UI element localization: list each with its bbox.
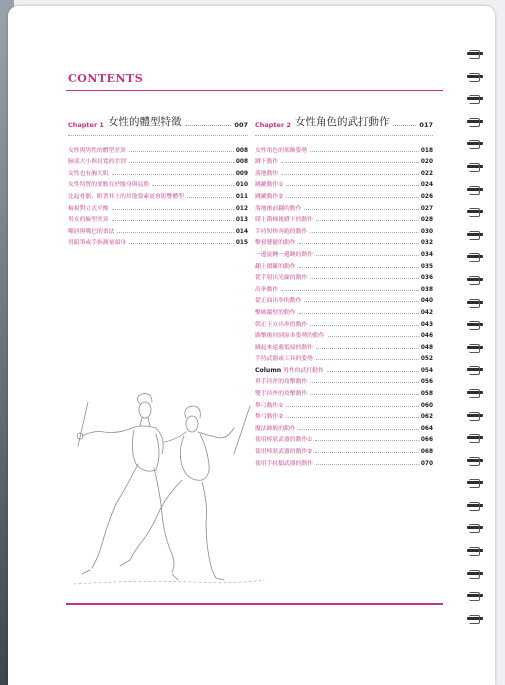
binding-ring-icon: [467, 231, 483, 241]
toc-entry-page: 068: [420, 449, 433, 456]
leader-dots: [129, 151, 234, 152]
toc-entry-title: [68, 191, 184, 200]
book-page: [8, 6, 495, 685]
binding-ring-icon: [467, 95, 483, 105]
toc-entry[interactable]: [255, 293, 433, 305]
toc-entry-page: 038: [420, 286, 433, 293]
toc-entry[interactable]: [255, 420, 433, 432]
toc-entry-page: 030: [420, 228, 433, 235]
binding-ring-icon: [467, 321, 483, 331]
leader-dots: [286, 417, 419, 418]
toc-entry[interactable]: [255, 246, 433, 258]
chapter2-title: 女性角色的武打動作: [294, 116, 390, 128]
leader-dots: [310, 325, 419, 326]
binding-ring-icon: [467, 434, 483, 444]
toc-entry[interactable]: [255, 212, 433, 224]
leader-dots: [299, 267, 419, 268]
binding-ring-icon: [467, 592, 483, 602]
toc-entry-text: 跳下動作: [255, 159, 279, 166]
leader-dots: [310, 382, 419, 383]
toc-entry-title: [255, 214, 313, 223]
toc-entry[interactable]: [255, 200, 433, 212]
toc-entry-text: 女性也有胸大肌: [68, 170, 109, 177]
toc-entry[interactable]: [255, 165, 433, 177]
binding-ring-icon: [467, 479, 483, 489]
toc-entry[interactable]: [255, 270, 433, 282]
chapter2-header[interactable]: [255, 113, 433, 129]
toc-entry-text: 落地後前翻的動作: [255, 205, 302, 212]
toc-entry-page: 035: [420, 263, 433, 270]
toc-entry-title: [68, 237, 126, 246]
toc-entry-text: 跳躍動作②: [255, 193, 284, 200]
toc-entry-title: [255, 168, 278, 177]
leader-dots: [316, 348, 419, 349]
footer-rule: [66, 603, 443, 605]
toc-entry[interactable]: [255, 374, 433, 386]
leader-dots: [286, 197, 419, 198]
toc-entry[interactable]: [255, 443, 433, 455]
toc-entry-title: [255, 342, 313, 351]
toc-entry-page: 008: [235, 159, 248, 166]
leader-dots: [129, 162, 234, 163]
chapter2-page: 017: [419, 121, 433, 129]
chapter1-page: 007: [234, 121, 248, 129]
leader-dots: [187, 197, 234, 198]
leader-dots: [112, 209, 234, 210]
toc-entry-page: 008: [235, 147, 248, 154]
toc-entry-page: 012: [235, 205, 248, 212]
toc-entry-page: 014: [235, 228, 248, 235]
toc-entry-text: 從正面出拳的動作: [255, 298, 302, 305]
toc-entry-title: [68, 214, 109, 223]
toc-entry[interactable]: [68, 223, 248, 235]
toc-entry-text: 魔法師般的動作: [255, 425, 296, 432]
toc-entry-page: 013: [235, 217, 248, 224]
toc-entry-page: 026: [420, 193, 433, 200]
leader-dots: [112, 174, 234, 175]
chapter-divider: [255, 135, 433, 136]
toc-entry-text: 雙手持斧的攻擊動作: [255, 391, 308, 398]
toc-entry-text: 女性特質的要點在於腰身與屁股: [68, 182, 150, 189]
toc-entry-text: 擊發懸擺的動作: [255, 240, 296, 247]
toc-entry-text: 使用手杖類武器的動作: [255, 460, 313, 467]
toc-entry[interactable]: [68, 142, 248, 154]
toc-entry-page: 011: [235, 193, 248, 200]
toc-entry[interactable]: [255, 385, 433, 397]
heading-rule: [66, 90, 443, 91]
toc-entry-page: 022: [420, 170, 433, 177]
leader-dots: [281, 162, 419, 163]
leader-dots: [299, 243, 419, 244]
toc-entry-text: 使用棒狀武器的動作②: [255, 449, 313, 456]
toc-entry[interactable]: [255, 223, 433, 235]
toc-entry-page: 046: [420, 333, 433, 340]
binding-ring-icon: [467, 50, 483, 60]
leader-dots: [129, 243, 234, 244]
toc-entry-page: 052: [420, 356, 433, 363]
toc-entry[interactable]: [255, 188, 433, 200]
toc-entry[interactable]: [255, 258, 433, 270]
toc-entry-text: 男性的武打動作: [283, 367, 324, 374]
toc-entry-page: 009: [235, 170, 248, 177]
binding-ring-icon: [467, 186, 483, 196]
toc-entry-text: 舉弓動作①: [255, 402, 284, 409]
leader-dots: [299, 429, 419, 430]
toc-entry-text: 擊破牆壁的動作: [255, 309, 296, 316]
toc-entry[interactable]: [68, 177, 248, 189]
toc-entry-page: 010: [235, 182, 248, 189]
toc-entry-text: 跳躍動作①: [255, 182, 284, 189]
toc-entry-title: [68, 226, 114, 235]
toc-entry[interactable]: [255, 235, 433, 247]
toc-entry-text: 翻上圍籬的動作: [255, 263, 296, 270]
toc-entry[interactable]: [68, 212, 248, 224]
leader-dots: [304, 301, 419, 302]
binding-ring-icon: [467, 615, 483, 625]
contents-heading: CONTENTS: [68, 72, 144, 85]
toc-entry-page: 027: [420, 205, 433, 212]
binding-ring-icon: [467, 547, 483, 557]
toc-entry[interactable]: [255, 281, 433, 293]
toc-entry-page: 062: [420, 414, 433, 421]
toc-entry-text: 女性與男性的體型差異: [68, 147, 126, 154]
leader-dots: [393, 125, 416, 126]
chapter2-label: Chapter 2: [255, 121, 291, 129]
binding-ring-icon: [467, 570, 483, 580]
toc-entry-text: 從手射出光線的動作: [255, 275, 308, 282]
toc-entry[interactable]: [255, 339, 433, 351]
toc-entry[interactable]: [255, 409, 433, 421]
binding-ring-icon: [467, 502, 483, 512]
toc-entry-title: [255, 226, 307, 235]
binding-ring-icon: [467, 140, 483, 150]
column-tag: Column: [255, 366, 282, 374]
toc-entry-title: [255, 365, 324, 374]
leader-dots: [310, 394, 419, 395]
toc-entry-page: 054: [420, 367, 433, 374]
chapter-divider: [68, 135, 248, 136]
binding-ring-icon: [467, 276, 483, 286]
toc-entry-text: 女性角色的架飾姿勢: [255, 147, 308, 154]
toc-entry-title: [255, 179, 283, 188]
leader-dots: [328, 336, 419, 337]
toc-entry-text: 落地動作: [255, 170, 279, 177]
leader-dots: [304, 209, 419, 210]
toc-entry-page: 015: [235, 240, 248, 247]
toc-entry[interactable]: [255, 455, 433, 467]
toc-entry-title: [68, 203, 109, 212]
toc-entry-text: 爬上階梯後蹲下的動作: [255, 217, 313, 224]
leader-dots: [152, 185, 234, 186]
binding-ring-icon: [467, 457, 483, 467]
binding-ring-icon: [467, 344, 483, 354]
chapter1-entries: [68, 142, 248, 246]
leader-dots: [310, 151, 419, 152]
toc-entry-text: 嘴唇與嘴巴的畫法: [68, 228, 115, 235]
leader-dots: [117, 232, 234, 233]
toc-entry-page: 064: [420, 425, 433, 432]
toc-entry-text: 出拳動作: [255, 286, 279, 293]
chapter1-column: [68, 113, 248, 246]
toc-entry-page: 028: [420, 217, 433, 224]
toc-entry-title: [255, 330, 325, 339]
toc-entry-text: 單手持斧的攻擊動作: [255, 379, 308, 386]
toc-entry[interactable]: [68, 165, 248, 177]
toc-entry[interactable]: [255, 154, 433, 166]
chapter2-entries: [255, 142, 433, 467]
toc-entry-page: 043: [420, 321, 433, 328]
leader-dots: [316, 220, 419, 221]
leader-dots: [310, 278, 419, 279]
toc-entry[interactable]: [255, 328, 433, 340]
leader-dots: [316, 359, 419, 360]
leader-dots: [112, 220, 234, 221]
leader-dots: [327, 371, 419, 372]
toc-entry-text: 使用棒狀武器的動作①: [255, 437, 313, 444]
toc-entry-text: 跳起來遠避低掃的動作: [255, 344, 313, 351]
toc-entry-title: [68, 156, 126, 165]
toc-entry[interactable]: [255, 362, 433, 374]
toc-entry-page: 036: [420, 275, 433, 282]
toc-entry[interactable]: [68, 154, 248, 166]
toc-entry[interactable]: [255, 142, 433, 154]
toc-entry-page: 058: [420, 391, 433, 398]
toc-entry-title: [255, 307, 296, 316]
toc-entry-title: [255, 145, 307, 154]
toc-entry-page: 056: [420, 379, 433, 386]
leader-dots: [299, 313, 419, 314]
toc-entry-title: [255, 353, 313, 362]
toc-entry-page: 034: [420, 251, 433, 258]
toc-entry-text: 比起骨骼，附著其上的其他要素更會影響體型: [68, 193, 184, 200]
toc-entry-title: [255, 237, 296, 246]
toc-entry-title: [255, 272, 307, 281]
toc-entry-text: 手持短棒奔跑的動作: [255, 228, 308, 235]
chapter1-label: Chapter 1: [68, 121, 104, 129]
leader-dots: [185, 125, 231, 126]
toc-entry-page: 042: [420, 309, 433, 316]
toc-entry-page: 040: [420, 298, 433, 305]
toc-entry-page: 070: [420, 460, 433, 467]
leader-dots: [281, 174, 419, 175]
binding-ring-icon: [467, 299, 483, 309]
binding-ring-icon: [467, 412, 483, 422]
binding-ring-icon: [467, 163, 483, 173]
toc-entry-page: 032: [420, 240, 433, 247]
spiral-binding: [467, 50, 487, 637]
toc-entry[interactable]: [255, 397, 433, 409]
toc-entry-text: 手持武器或工具的姿勢: [255, 356, 313, 363]
leader-dots: [316, 255, 419, 256]
toc-entry-text: 一邊旋轉一邊跳的動作: [255, 251, 313, 258]
leader-dots: [315, 452, 419, 453]
leader-dots: [281, 290, 419, 291]
toc-entry-title: [255, 249, 313, 258]
chapter1-header[interactable]: [68, 113, 248, 129]
binding-ring-icon: [467, 73, 483, 83]
toc-entry-title: [255, 284, 278, 293]
toc-entry-title: [68, 145, 126, 154]
toc-entry[interactable]: [255, 432, 433, 444]
toc-entry[interactable]: [255, 316, 433, 328]
chapter2-column: [255, 113, 433, 467]
binding-ring-icon: [467, 389, 483, 399]
toc-entry-page: 024: [420, 182, 433, 189]
toc-entry[interactable]: [255, 304, 433, 316]
leader-dots: [315, 440, 419, 441]
leader-dots: [286, 185, 419, 186]
toc-entry[interactable]: [68, 200, 248, 212]
binding-ring-icon: [467, 118, 483, 128]
toc-entry-title: [68, 179, 149, 188]
binding-ring-icon: [467, 366, 483, 376]
leader-dots: [310, 232, 419, 233]
toc-entry[interactable]: [68, 188, 248, 200]
leader-dots: [286, 406, 419, 407]
toc-entry-title: [255, 191, 283, 200]
binding-ring-icon: [467, 208, 483, 218]
binding-ring-icon: [467, 253, 483, 263]
toc-entry-title: [255, 261, 296, 270]
toc-entry-title: [255, 319, 307, 328]
toc-entry-text: 朝正下方出拳的動作: [255, 321, 308, 328]
toc-entry-page: 066: [420, 437, 433, 444]
toc-entry-text: 男女的臉型差異: [68, 217, 109, 224]
binding-ring-icon: [467, 524, 483, 534]
toc-entry-text: 檢視對立式平衡: [68, 205, 109, 212]
toc-entry-title: [68, 168, 109, 177]
toc-entry-page: 018: [420, 147, 433, 154]
toc-entry-page: 060: [420, 402, 433, 409]
chapter1-title: 女性的體型特徵: [107, 116, 182, 128]
toc-entry-title: [255, 203, 301, 212]
leader-dots: [316, 464, 419, 465]
toc-entry[interactable]: [255, 351, 433, 363]
toc-entry-title: [255, 156, 278, 165]
toc-entry-text: 踢擊後回到原本姿勢的動作: [255, 333, 325, 340]
toc-entry-text: 臉部大小與肩寬的差別: [68, 159, 126, 166]
toc-entry-title: [255, 295, 301, 304]
toc-entry-text: 舉弓動作②: [255, 414, 284, 421]
toc-entry-page: 020: [420, 159, 433, 166]
toc-entry[interactable]: [68, 235, 248, 247]
toc-entry-page: 048: [420, 344, 433, 351]
fighting-figures-sketch: [70, 384, 270, 594]
toc-entry[interactable]: [255, 177, 433, 189]
toc-entry-text: 用鉛筆或手指測量頭身: [68, 240, 126, 247]
